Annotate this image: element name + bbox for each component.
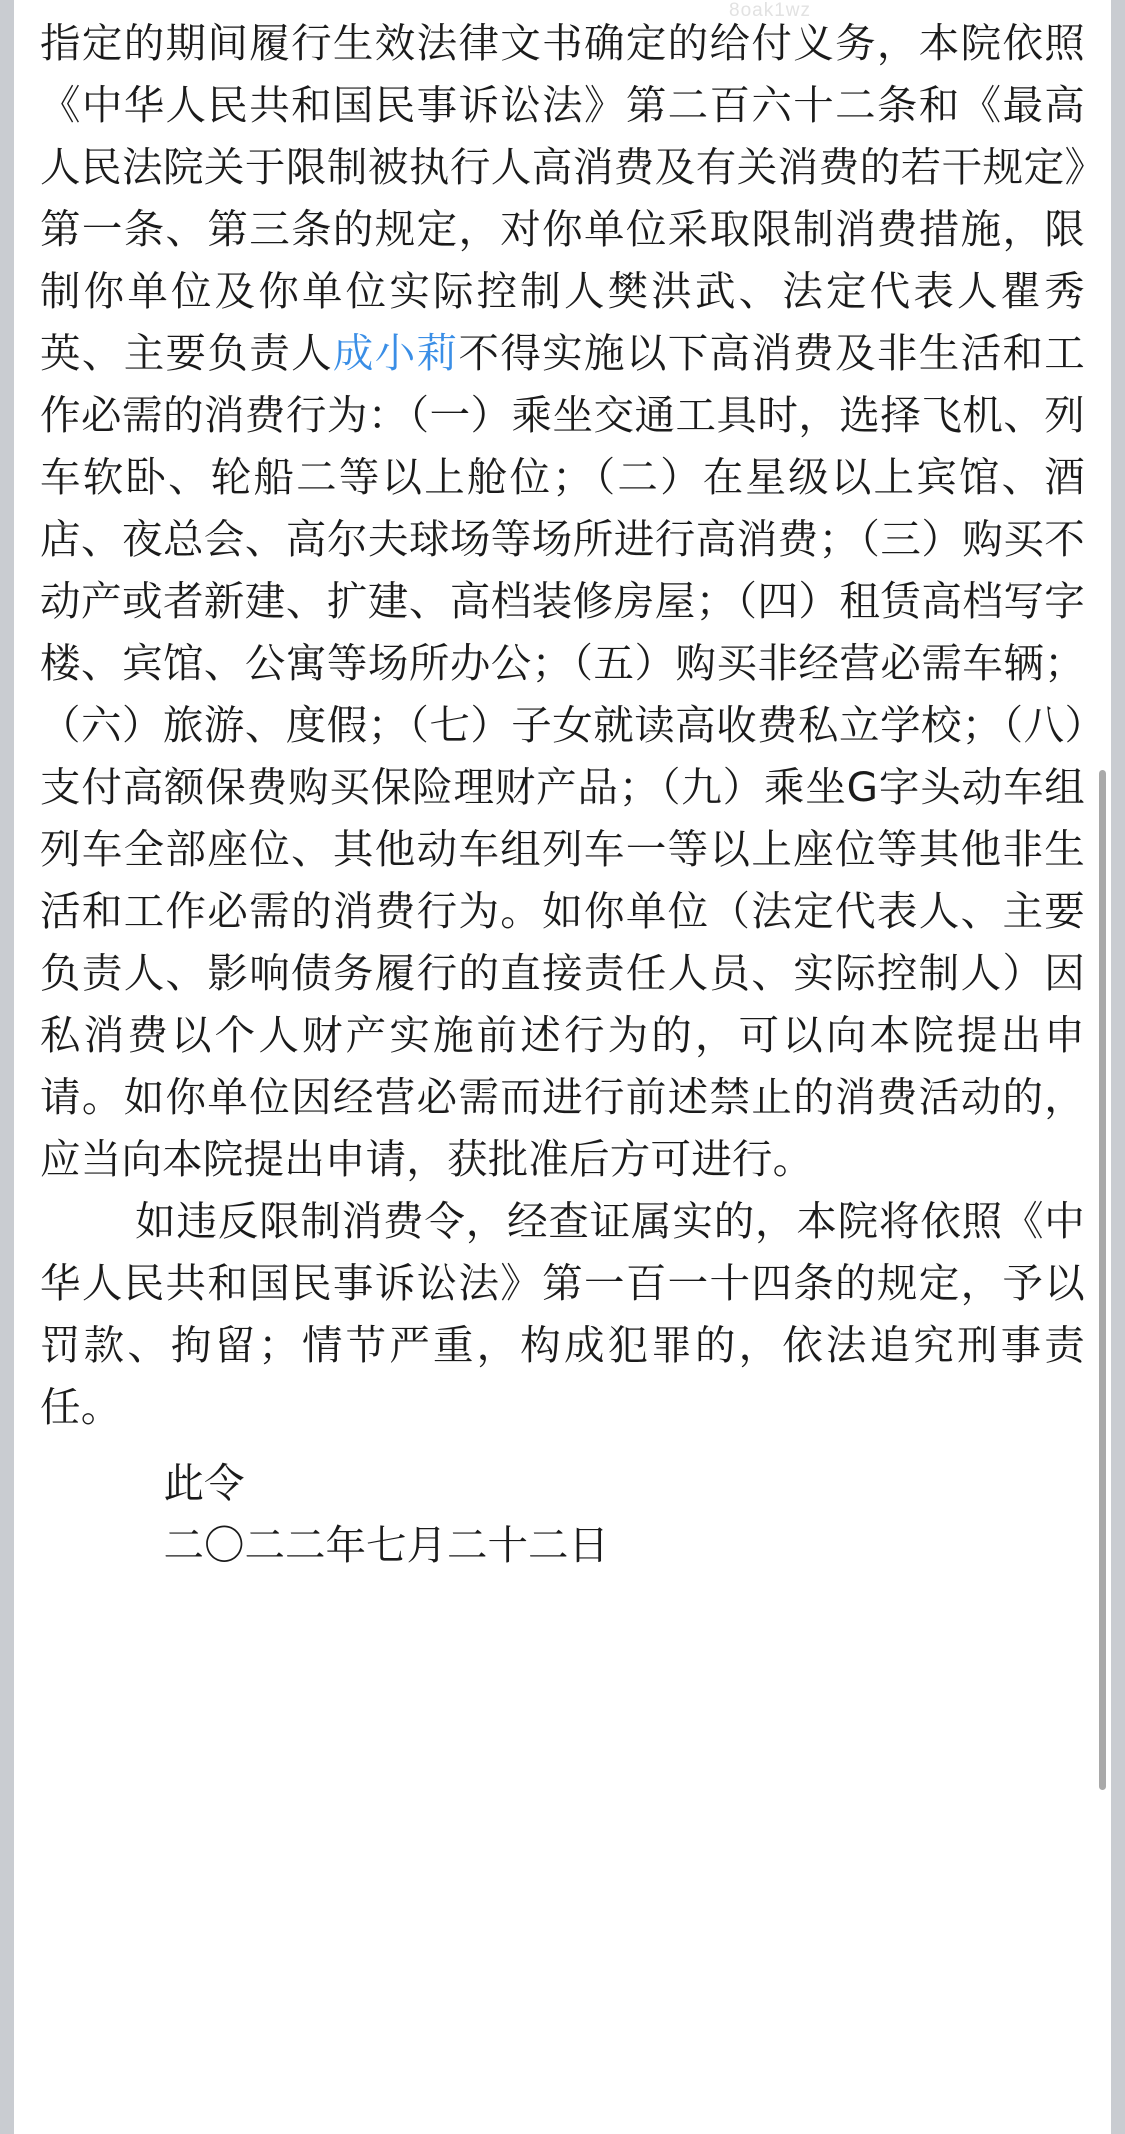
paragraph-segment-3: 不得实施以下高消费及非生活和工作必需的消费行为：（一）乘坐交通工具时，选择飞机、列车软卧、轮船二等以上舱位；（二）在星级以上宾馆、酒店、夜总会、高尔夫球场等场所进行高消费；（三）购买不动产或者新建、扩建、高档装修房屋；（四）租赁高档写字楼、宾馆、公寓等场所办公；（五）购买非经营必需车辆；（六）旅游、度假；（七）子女就读高收费私立学校；（八）支付高额保费购买保险理财产品；（九）乘坐G字头动车组列车全部座位、其他动车组列车一等以上座位等其他非生活和工作必需的消费行为。如你单位（法定代表人、主要负责人、影响债务履行的直接责任人员、实际控制人）因私消费以个人财产实施前述行为的，可以向本院提出申请。如你单位因经营必需而进行前述禁止的消费活动的，应当向本院提出申请，获批准后方可进行。 [40,329,1086,1183]
scrollbar-thumb[interactable] [1099,770,1106,1790]
paragraph-main [40,12,1085,1190]
spacer [40,1438,1085,1452]
document-sheet [14,0,1111,2134]
highlighted-person-name[interactable]: 成小莉 [332,329,459,377]
paragraph-segment-1: 指定的期间履行生效法律文书确定的给付义务，本院依照《中华人民共和国民事诉讼法》第二百六十二条和《最高人民法院关于限制被执行人高消费及有关消费的若干规定》第一条、第三条的规定，对你单位采取限制消费措施，限制你单位及你单位实际控制人樊洪武、法定代表人瞿秀英、主要负责人 [40,19,1085,377]
watermark-text: 8oak1wz [729,0,811,21]
date-line: 二〇二二年七月二十二日 [163,1521,610,1569]
closing-line: 此令 [163,1459,245,1507]
scrollbar-track[interactable] [1099,0,1109,2134]
paragraph-penalty: 如违反限制消费令，经查证属实的，本院将依照《中华人民共和国民事诉讼法》第一百一十四条的规定，予以罚款、拘留；情节严重，构成犯罪的，依法追究刑事责任。 [40,1197,1085,1431]
document-body [14,12,1111,1576]
